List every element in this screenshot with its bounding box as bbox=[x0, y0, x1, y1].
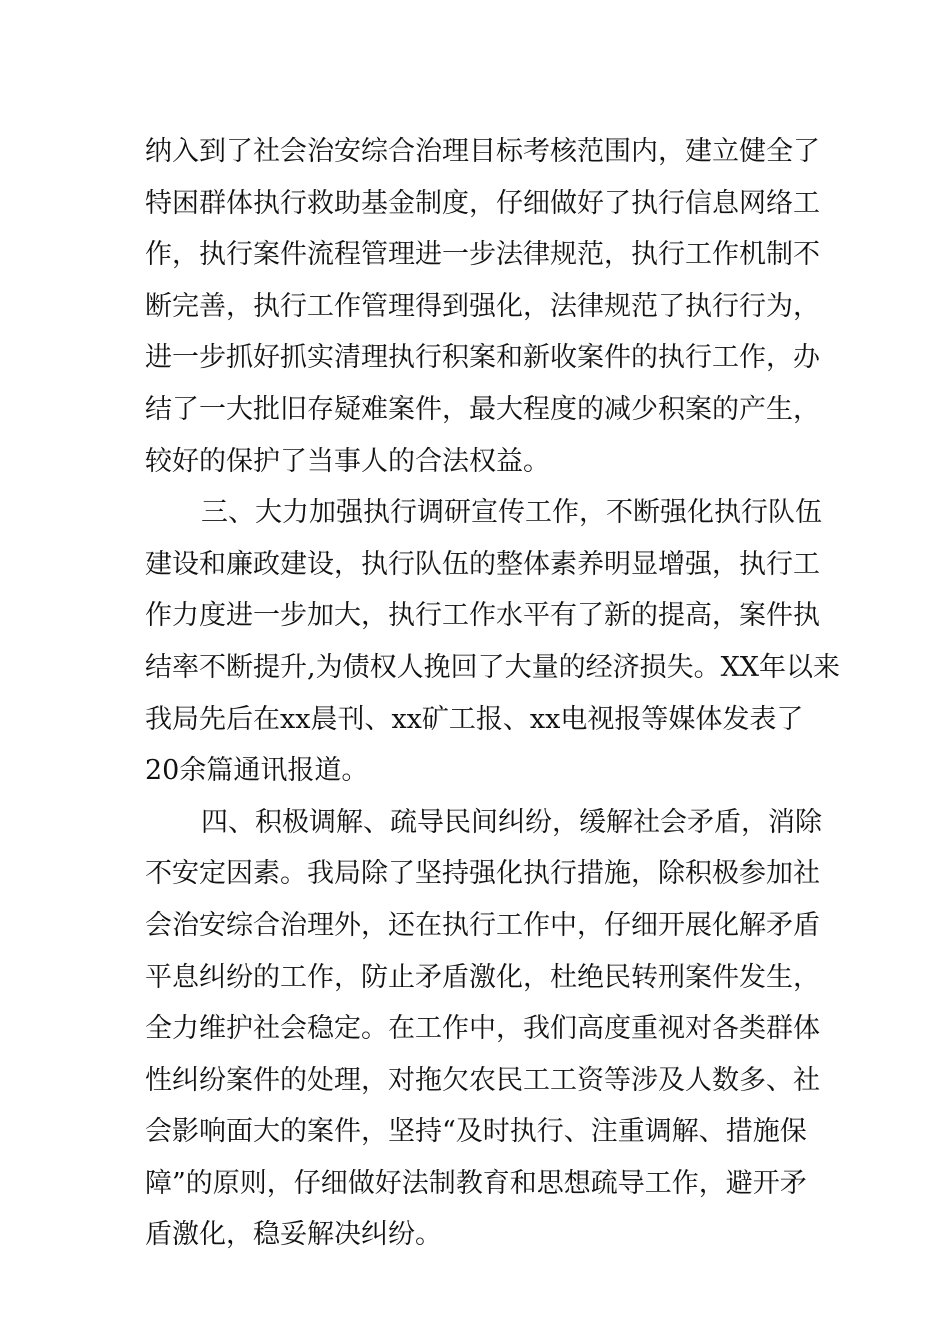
text-line: 会治安综合治理外，还在执行工作中，仔细开展化解矛盾 bbox=[145, 909, 820, 941]
text-line: 建设和廉政建设，执行队伍的整体素养明显增强，执行工 bbox=[145, 548, 820, 580]
paragraph-3 bbox=[145, 797, 822, 1261]
text-line: 我局先后在xx晨刊、xx矿工报、xx电视报等媒体发表了 bbox=[145, 703, 804, 735]
text-line-first: 四、积极调解、疏导民间纠纷，缓解社会矛盾，消除 bbox=[201, 806, 822, 838]
text-line-first: 三、大力加强执行调研宣传工作，不断强化执行队伍 bbox=[201, 497, 822, 529]
text-line: 盾激化，稳妥解决纠纷。 bbox=[145, 1219, 442, 1251]
text-line: 结了一大批旧存疑难案件，最大程度的减少积案的产生， bbox=[145, 393, 820, 425]
text-line: 较好的保护了当事人的合法权益。 bbox=[145, 445, 550, 477]
text-line: 特困群体执行救助基金制度，仔细做好了执行信息网络工 bbox=[145, 187, 820, 219]
text-line: 全力维护社会稳定。在工作中，我们高度重视对各类群体 bbox=[145, 1013, 820, 1045]
text-line: 障”的原则，仔细做好法制教育和思想疏导工作，避开矛 bbox=[145, 1167, 807, 1199]
text-line: 断完善，执行工作管理得到强化，法律规范了执行行为， bbox=[145, 290, 820, 322]
text-line: 会影响面大的案件，坚持“及时执行、注重调解、措施保 bbox=[145, 1116, 807, 1148]
text-line: 进一步抓好抓实清理执行积案和新收案件的执行工作，办 bbox=[145, 342, 820, 374]
text-line: 作，执行案件流程管理进一步法律规范，执行工作机制不 bbox=[145, 239, 820, 271]
paragraph-1 bbox=[145, 126, 820, 487]
text-line: 作力度进一步加大，执行工作水平有了新的提高，案件执 bbox=[145, 600, 820, 632]
text-line: 性纠纷案件的处理，对拖欠农民工工资等涉及人数多、社 bbox=[145, 1064, 820, 1096]
text-line: 结率不断提升,为债权人挽回了大量的经济损失。XX年以来 bbox=[145, 651, 841, 683]
document-body bbox=[145, 126, 841, 1261]
text-line: 平息纠纷的工作，防止矛盾激化，杜绝民转刑案件发生， bbox=[145, 961, 820, 993]
text-line: 20余篇通讯报道。 bbox=[145, 755, 369, 787]
text-line: 纳入到了社会治安综合治理目标考核范围内，建立健全了 bbox=[145, 136, 820, 167]
text-line: 不安定因素。我局除了坚持强化执行措施，除积极参加社 bbox=[145, 858, 820, 890]
paragraph-2 bbox=[145, 487, 841, 797]
